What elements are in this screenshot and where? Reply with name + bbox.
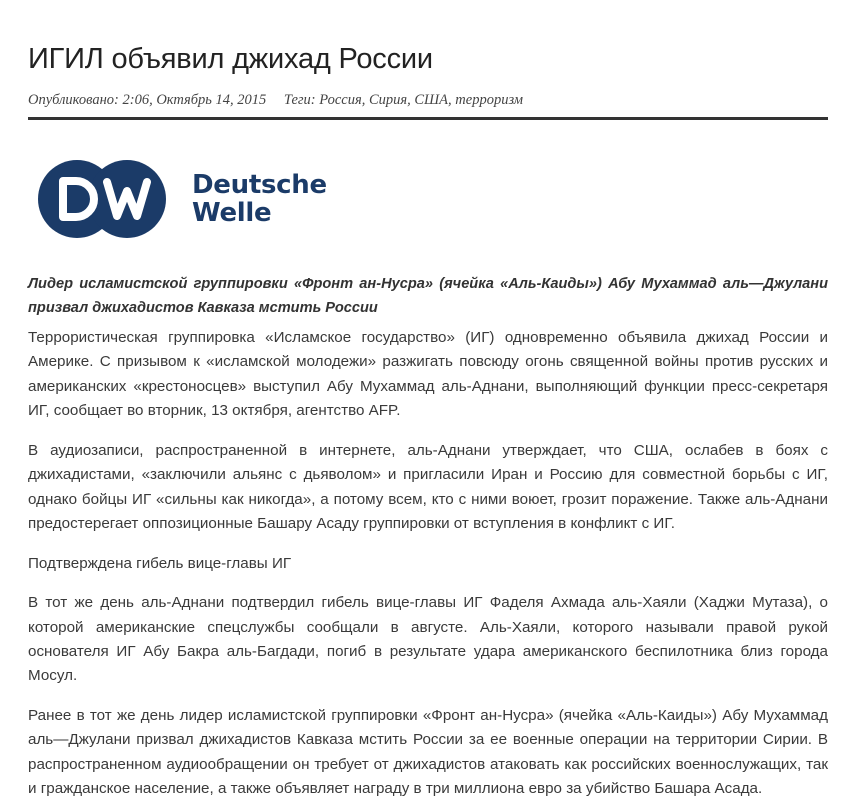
paragraph: Террористическая группировка «Исламское государство» (ИГ) одновременно объявила джихад России и Америке. С призывом к «исламской молодежи» разжигать повсюду огонь священной войны против русских и американских «крестоносцев» выступил Абу Мухаммад аль-Аднани, выполняющий функции пресс-секретаря ИГ, сообщает во вторник, 13 октября, агентство AFP. bbox=[28, 329, 828, 420]
tag-link[interactable]: США bbox=[414, 92, 449, 108]
article-title: ИГИЛ объявил джихад России bbox=[28, 43, 433, 75]
article bbox=[28, 0, 828, 802]
tag-link[interactable]: Россия bbox=[319, 92, 362, 108]
logo-line-1: Deutsche bbox=[192, 170, 327, 200]
paragraph: Ранее в тот же день лидер исламистской группировки «Фронт ан-Нусра» (ячейка «Аль-Каиды») Абу Мухаммад аль—Джулани призвал джихадистов Кавказа мстить России за ее военные операции на территории Сирии. В распространенном аудиообращении он требует от джихадистов атаковать как российских военнослужащих, так и гражданское население, а также объявляет награду в три миллиона евро за убийство Башара Асада. bbox=[28, 707, 828, 798]
tag-link[interactable]: Сирия bbox=[368, 92, 408, 108]
logo-line-2: Welle bbox=[192, 198, 272, 228]
deutsche-welle-logo bbox=[36, 158, 828, 240]
paragraph: В тот же день аль-Аднани подтвердил гибель вице-главы ИГ Фаделя Ахмада аль-Хаяли (Хаджи Мутаза), о которой американские спецслужбы сообщали в августе. Аль-Хаяли, которого называли правой рукой основателя ИГ Абу Бакра аль-Багдади, погиб в результате удара американского беспилотника близ города Мосул. bbox=[28, 594, 828, 685]
header-divider bbox=[28, 117, 828, 120]
subheading: Подтверждена гибель вице-главы ИГ bbox=[28, 554, 292, 572]
article-meta bbox=[28, 91, 828, 109]
paragraph: В аудиозаписи, распространенной в интернете, аль-Аднани утверждает, что США, ослабев в боях с джихадистами, «заключили альянс с дьяволом» и пригласили Иран и Россию для совместной борьбы с ИГ, однако бойцы ИГ «сильны как никогда», а потому всем, кто с ними воюет, грозит поражение. Также аль-Аднани предостерегает оппозиционные Башару Асаду группировки от вступления в конфликт с ИГ. bbox=[28, 441, 828, 533]
published-date: 2:06, Октябрь 14, 2015 bbox=[122, 92, 267, 108]
article-lead: Лидер исламистской группировки «Фронт ан-Нусра» (ячейка «Аль-Каиды») Абу Мухаммад аль—Джулани призвал джихадистов Кавказа мстить России bbox=[28, 276, 828, 316]
tags-label: Теги: bbox=[283, 92, 316, 108]
tag-link[interactable]: терроризм bbox=[455, 92, 523, 108]
published-label: Опубликовано: bbox=[28, 92, 119, 108]
tags: Теги: Россия, Сирия, США, терроризм bbox=[283, 92, 523, 108]
dw-emblem-icon bbox=[36, 158, 168, 240]
logo-wordmark bbox=[192, 171, 327, 227]
